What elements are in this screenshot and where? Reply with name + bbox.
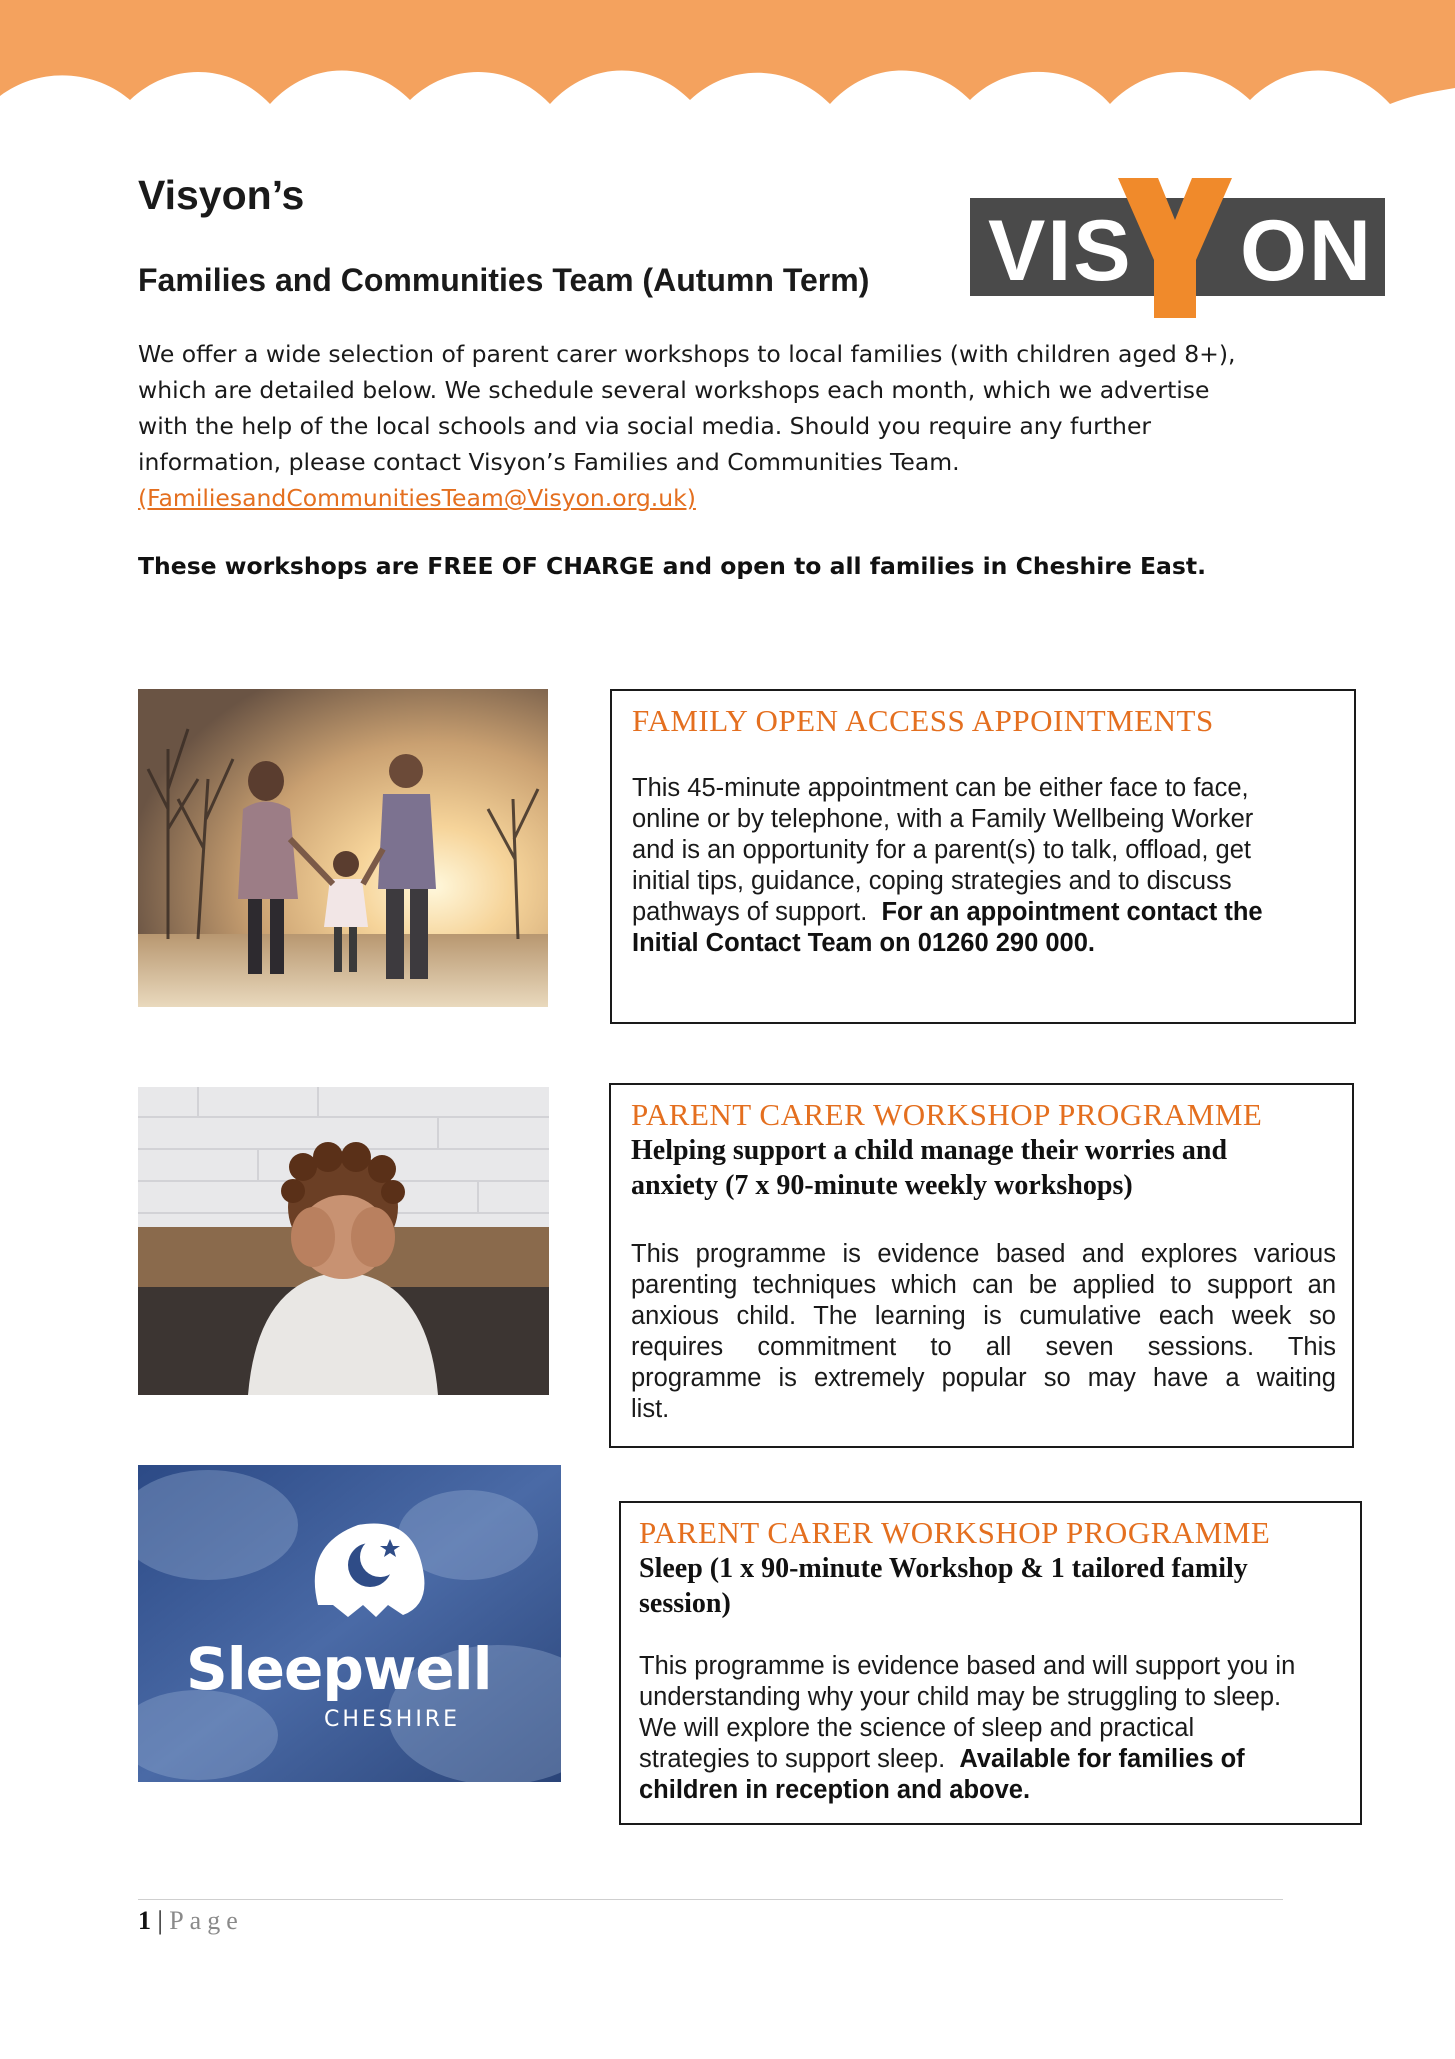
- sleep-workshop-box: [619, 1501, 1362, 1825]
- subheading-line: session): [639, 1588, 731, 1619]
- subheading-line: anxiety (7 x 90-minute weekly workshops): [631, 1170, 1133, 1201]
- subheading-line: Sleep (1 x 90-minute Workshop & 1 tailored family: [639, 1553, 1248, 1584]
- body-line: understanding why your child may be struggling to sleep.: [639, 1683, 1282, 1711]
- body-line: This 45-minute appointment can be either face to face,: [632, 774, 1249, 802]
- section-body: [631, 1239, 1336, 1425]
- subheading-line: Helping support a child manage their worries and: [631, 1135, 1228, 1166]
- section-subheading: [631, 1133, 1336, 1203]
- body-line: We will explore the science of sleep and practical: [639, 1714, 1195, 1742]
- svg-text:ON: ON: [1240, 203, 1373, 299]
- body-line: parenting techniques which can be applied to support an: [631, 1271, 1336, 1299]
- free-of-charge-note: These workshops are FREE OF CHARGE and open to all families in Cheshire East.: [138, 552, 1207, 580]
- sleepwell-brand-subtext: CHESHIRE: [324, 1707, 460, 1732]
- contact-phone: Initial Contact Team on 01260 290 000.: [632, 929, 1095, 957]
- page-title: Visyon’s: [138, 172, 305, 218]
- page-subtitle: Families and Communities Team (Autumn Term): [138, 262, 870, 298]
- section-heading: PARENT CARER WORKSHOP PROGRAMME: [631, 1097, 1263, 1132]
- body-line: online or by telephone, with a Family Wellbeing Worker: [632, 805, 1254, 833]
- body-line: programme is extremely popular so may have a waiting: [631, 1364, 1336, 1392]
- section-body: [632, 773, 1334, 959]
- section-subheading: [639, 1551, 1342, 1621]
- body-line: This programme is evidence based and will support you in: [639, 1652, 1296, 1680]
- sleepwell-brand-text: Sleepwell: [186, 1635, 492, 1703]
- worries-anxiety-workshop-box: [609, 1083, 1354, 1448]
- contact-email-link[interactable]: (FamiliesandCommunitiesTeam@Visyon.org.uk): [138, 484, 696, 512]
- visyon-logo: [970, 168, 1385, 318]
- contact-instruction: For an appointment contact the: [881, 898, 1263, 926]
- scalloped-banner: [0, 0, 1455, 140]
- intro-line: which are detailed below. We schedule several workshops each month, which we advertise: [138, 376, 1210, 404]
- page-label: Page: [169, 1906, 244, 1935]
- body-line: strategies to support sleep.: [639, 1745, 946, 1773]
- intro-paragraph: [138, 336, 1268, 516]
- sleepwell-cheshire-image: [138, 1465, 561, 1782]
- body-line: and is an opportunity for a parent(s) to talk, offload, get: [632, 836, 1251, 864]
- intro-line: with the help of the local schools and via social media. Should you require any further: [138, 412, 1152, 440]
- section-heading: FAMILY OPEN ACCESS APPOINTMENTS: [632, 703, 1214, 738]
- body-line: requires commitment to all seven sessions. This: [631, 1333, 1336, 1361]
- intro-line: We offer a wide selection of parent carer workshops to local families (with children aged 8+),: [138, 340, 1236, 368]
- footer-separator: |: [157, 1906, 163, 1935]
- family-walking-photo: [138, 689, 548, 1007]
- eligibility-note: Available for families of: [959, 1745, 1245, 1773]
- svg-text:VIS: VIS: [988, 203, 1133, 299]
- body-line: list.: [631, 1395, 670, 1423]
- body-line: pathways of support.: [632, 898, 868, 926]
- body-line: This programme is evidence based and explores various: [631, 1240, 1336, 1268]
- page-footer: [138, 1906, 244, 1936]
- eligibility-note: children in reception and above.: [639, 1776, 1031, 1804]
- section-heading: PARENT CARER WORKSHOP PROGRAMME: [639, 1515, 1271, 1550]
- anxious-child-photo: [138, 1087, 549, 1395]
- family-open-access-box: [610, 689, 1356, 1024]
- section-body: [639, 1651, 1342, 1806]
- body-line: initial tips, guidance, coping strategies and to discuss: [632, 867, 1232, 895]
- body-line: anxious child. The learning is cumulative each week so: [631, 1302, 1336, 1330]
- intro-line: information, please contact Visyon’s Families and Communities Team.: [138, 448, 960, 476]
- footer-divider: [138, 1899, 1283, 1900]
- page-number: 1: [138, 1906, 151, 1935]
